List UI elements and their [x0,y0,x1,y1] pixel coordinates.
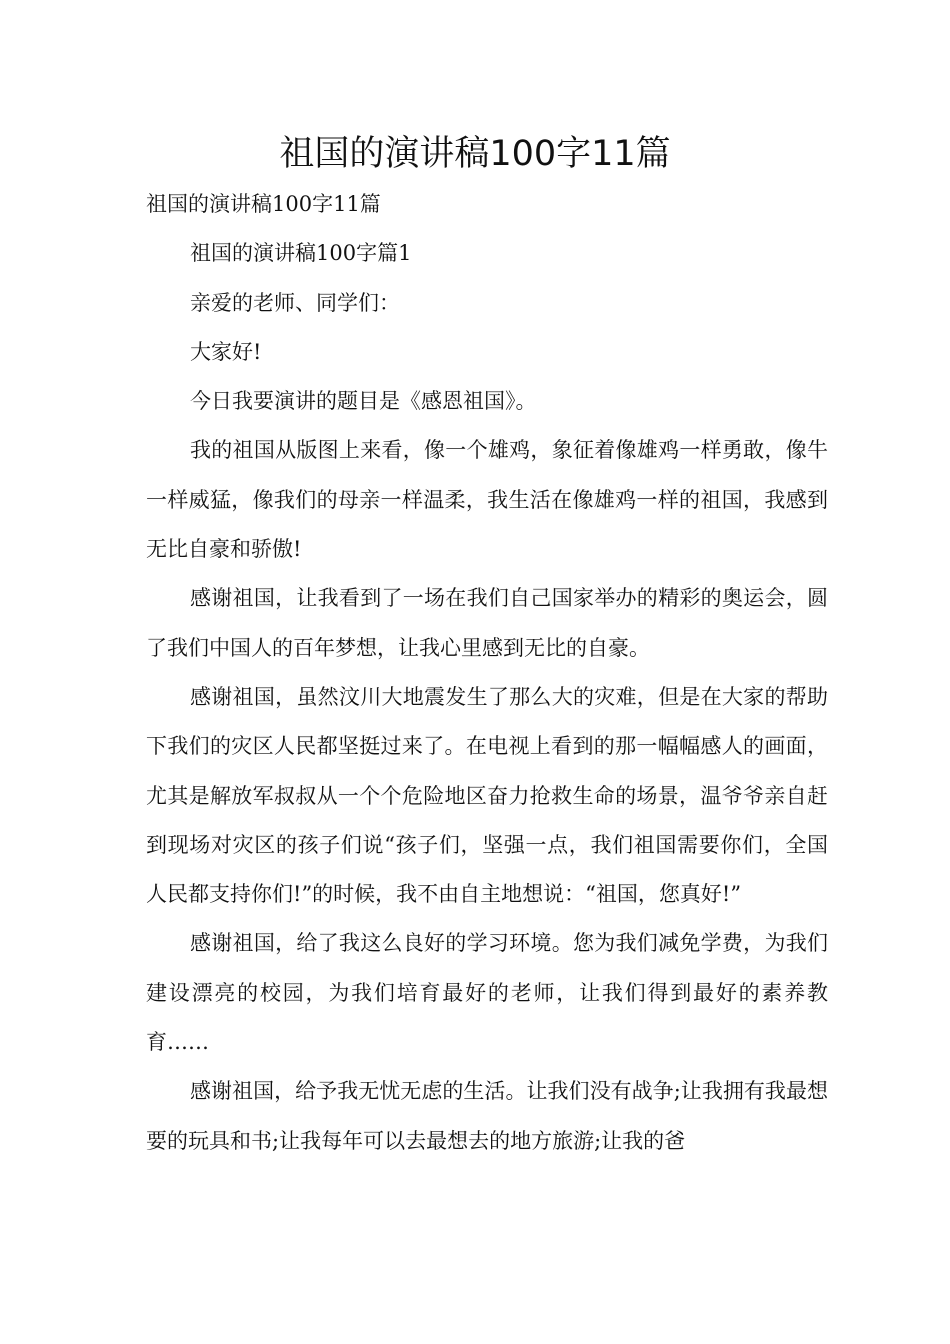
document-subtitle: 祖国的演讲稿100字11篇 [146,192,381,216]
paragraph-greeting-audience: 亲爱的老师、同学们： [190,290,400,315]
paragraph-greeting: 大家好! [190,339,262,364]
paragraph-topic: 今日我要演讲的题目是《感恩祖国》。 [190,389,537,414]
paragraph-body: 感谢祖国，让我看到了一场在我们自己国家举办的精彩的奥运会，圆了我们中国人的百年梦想，让我心里感到无比的自豪。 [146,586,828,660]
paragraph-body: 感谢祖国，虽然汶川大地震发生了那么大的灾难，但是在大家的帮助下我们的灾区人民都坚挺过来了。在电视上看到的那一幅幅感人的画面，尤其是解放军叔叔从一个个危险地区奋力抢救生命的场景，温爷爷亲自赶到现场对灾区的孩子们说“孩子们，坚强一点，我们祖国需要你们，全国人民都支持你们!”的时候，我不由自主地想说：“祖国，您真好!” [146,684,828,907]
paragraph-body: 感谢祖国，给了我这么良好的学习环境。您为我们减免学费，为我们建设漂亮的校园，为我们培育最好的老师，让我们得到最好的素养教育…… [146,931,828,1055]
document-title: 祖国的演讲稿100字11篇 [279,134,671,174]
paragraph-body: 我的祖国从版图上来看，像一个雄鸡，象征着像雄鸡一样勇敢，像牛一样威猛，像我们的母亲一样温柔，我生活在像雄鸡一样的祖国，我感到无比自豪和骄傲! [146,438,828,562]
document-body [146,180,828,1166]
section-heading: 祖国的演讲稿100字篇1 [190,241,412,266]
paragraph-body: 感谢祖国，给予我无忧无虑的生活。让我们没有战争;让我拥有我最想要的玩具和书;让我每年可以去最想去的地方旅游;让我的爸 [146,1079,828,1153]
